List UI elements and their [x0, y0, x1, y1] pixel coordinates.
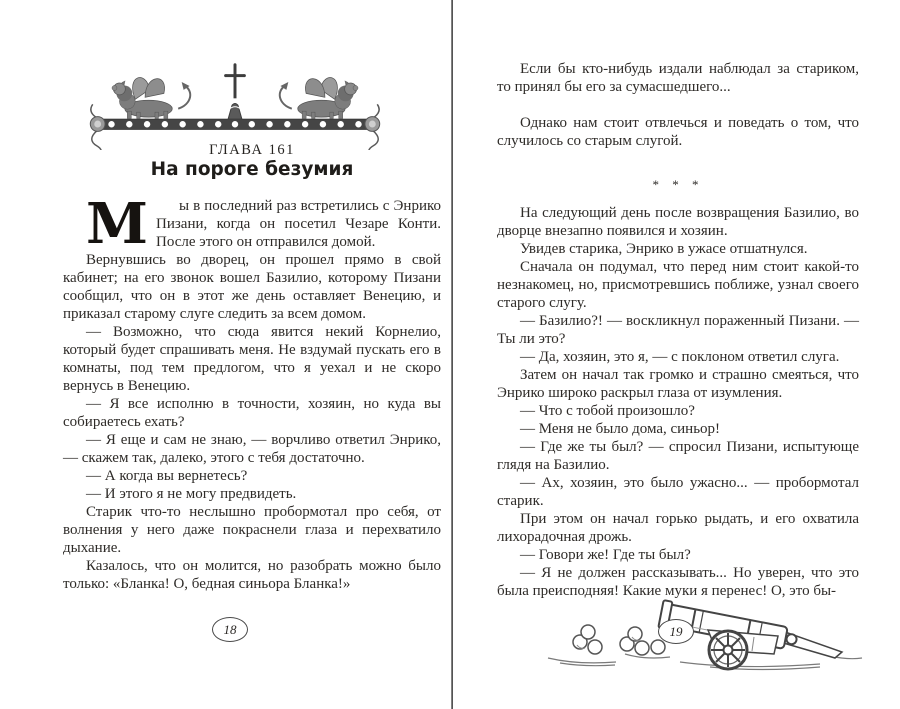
chapter-number: ГЛАВА 161 [209, 142, 295, 158]
opening-paragraph-text: ы в последний раз встретились с Энрико Пизани, когда он посетил Чезаре Конти. После этого он отправился домой. [156, 198, 441, 250]
paragraph: — Говори же! Где ты был? [520, 547, 691, 563]
paragraph: Вернувшись во дворец, он прошел прямо в свой кабинет; на его звонок вошел Базилио, которому Пизани сообщил, что он в этот же день оставляет Венецию, и приказал старому слуге следить за всем домом. [63, 252, 441, 322]
right-page-text [497, 60, 859, 600]
paragraph: — Я еще и сам не знаю, — ворчливо ответил Энрико, — скажем так, далеко, этого с тебя достаточно. [63, 432, 441, 466]
page-number-label: 19 [669, 623, 683, 639]
paragraph: — Я все исполню в точности, хозяин, но куда вы собираетесь ехать? [63, 396, 441, 430]
paragraph: Казалось, что он молится, но разобрать можно было только: «Бланка! О, бедная синьора Бланка!» [63, 558, 441, 592]
right-paragraph-list [497, 204, 859, 600]
page-number-18 [212, 617, 248, 642]
cannon-icon [530, 592, 870, 676]
cannon-illustration [530, 592, 870, 676]
opening-paragraph [63, 191, 441, 257]
paragraph: — Возможно, что сюда явится некий Корнелио, который будет спрашивать меня. Не вздумай пускать его в комнаты, под тем предлогом, что я уехал и не скоро вернусь в Венецию. [63, 324, 441, 394]
paragraph: Однако нам стоит отвлечься и поведать о том, что случилось со старым слугой. [497, 115, 859, 149]
paragraph: Если бы кто-нибудь издали наблюдал за стариком, то принял бы его за сумасшедшего... [497, 61, 859, 95]
cross-icon [224, 63, 246, 119]
paragraph: — Ах, хозяин, это было ужасно... — пробормотал старик. [497, 475, 859, 509]
paragraph: — Что с тобой произошло? [520, 403, 695, 419]
paragraph: Старик что-то неслышно пробормотал про себя, от волнения у него даже покраснели глаза и перехватило дыхание. [63, 504, 441, 556]
left-page-text [63, 191, 441, 593]
paragraph: — Базилио?! — воскликнул пораженный Пизани. — Ты ли это? [497, 313, 859, 347]
paragraph: — Да, хозяин, это я, — с поклоном ответил слуга. [520, 349, 840, 365]
paragraph: — Меня не было дома, синьор! [520, 421, 721, 437]
chapter-header-ornament [72, 60, 398, 150]
paragraph: Увидев старика, Энрико в ужасе отшатнулся. [520, 241, 808, 257]
cannon-wheel [709, 631, 747, 669]
winged-lion-right [280, 78, 358, 119]
right-intro-paragraph-list [497, 60, 859, 150]
winged-lions-cross-icon [72, 60, 398, 150]
left-paragraph-list [63, 251, 441, 593]
right-page [453, 0, 900, 709]
paragraph: — Я не должен рассказывать... Но уверен, что это была преисподняя! Какие муки я перенес! О, это бы- [497, 565, 859, 599]
paragraph: Затем он начал так громко и страшно смеяться, что Энрико широко раскрыл глаза от изумления. [497, 367, 859, 401]
page-number-label: 18 [223, 621, 237, 637]
winged-lion-left [112, 78, 190, 119]
paragraph: — А когда вы вернетесь? [86, 468, 248, 484]
paragraph: На следующий день после возвращения Базилио, во дворце внезапно появился и хозяин. [497, 205, 859, 239]
paragraph: Сначала он подумал, что перед ним стоит какой-то незнакомец, но, присмотревшись поближе, узнал своего старого слугу. [497, 259, 859, 311]
drop-cap-letter: М [86, 191, 148, 257]
page-number-19 [658, 619, 694, 644]
section-separator: * * * [652, 177, 704, 192]
paragraph: — И этого я не могу предвидеть. [86, 486, 297, 502]
paragraph: При этом он начал горько рыдать, и его охватила лихорадочная дрожь. [497, 511, 859, 545]
chapter-title: На пороге безумия [150, 159, 354, 180]
paragraph: — Где же ты был? — спросил Пизани, испытующе глядя на Базилио. [497, 439, 859, 473]
